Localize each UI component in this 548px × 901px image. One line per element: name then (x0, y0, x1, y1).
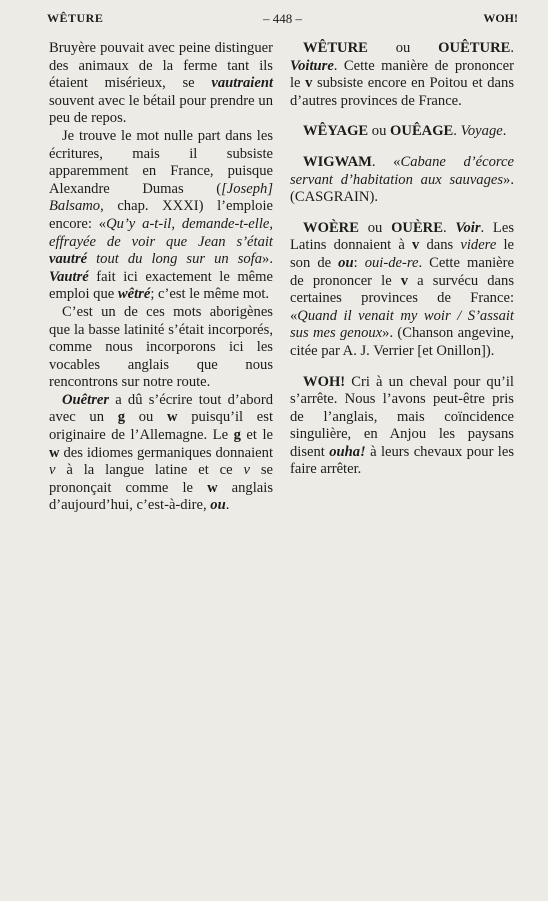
entry-woh: WOH! Cri à un cheval pour qu’il s’arrête. Nous l’avons peut-être pris de l’anglais, mais coïncidence singulière, en Anjou les paysans disent ouha! à leurs chevaux pour les faire arrêter. (290, 373, 514, 478)
paragraph-4: Ouêtrer a dû s’écrire tout d’abord avec un g ou w puisqu’il est originaire de l’Allemagne. Le g et le w des idiomes germaniques donnaient v à la langue latine et ce v se prononçait comme le w anglais d’aujourd’hui, c’est-à-dire, ou. (49, 391, 273, 514)
right-column (290, 40, 514, 492)
running-header (47, 11, 518, 33)
entry-weture: WÊTURE ou OUÊTURE. Voiture. Cette manière de prononcer le v subsiste encore en Poitou et dans d’autres provinces de France. (290, 40, 514, 109)
paragraph-3: C’est un de ces mots aborigènes que la basse latinité s’était incorporés, comme nous incorporons ici les vocables anglais que nous rencontrons sur notre route. (49, 303, 273, 391)
left-column (49, 40, 273, 515)
entry-wigwam: WIGWAM. «Cabane d’écorce servant d’habitation aux sauvages». (CASGRAIN). (290, 153, 514, 206)
entry-woere: WOÈRE ou OUÈRE. Voir. Les Latins donnaient à v dans videre le son de ou: oui-de-re. Cette manière de prononcer le v a survécu dans certaines provinces de France: «Quand il venait my woir / S’assait sus mes genoux». (Chanson angevine, citée par A. J. Verrier [et Onillon]). (290, 219, 515, 359)
paragraph-2: Je trouve le mot nulle part dans les écritures, mais il subsiste apparemment en France, puisque Alexandre Dumas ([Joseph] Balsamo, chap. XXXI) l’emploie encore: «Qu’y a-t-il, demande-t-elle, effrayée de voir que Jean s’était vautré tout du long sur un sofa». Vautré fait ici exactement le même emploi que wêtré; c’est le même mot. (49, 127, 274, 303)
header-right-word: WOH! (483, 11, 518, 25)
entry-weyage: WÊYAGE ou OUÊAGE. Voyage. (303, 123, 507, 140)
header-left-word: WÊTURE (47, 11, 104, 25)
page-number: – 448 – (263, 11, 302, 26)
paragraph-1: Bruyère pouvait avec peine distinguer des animaux de la ferme tant ils étaient misérieux, se vautraient souvent avec le bétail pour prendre un peu de repos. (49, 40, 273, 127)
